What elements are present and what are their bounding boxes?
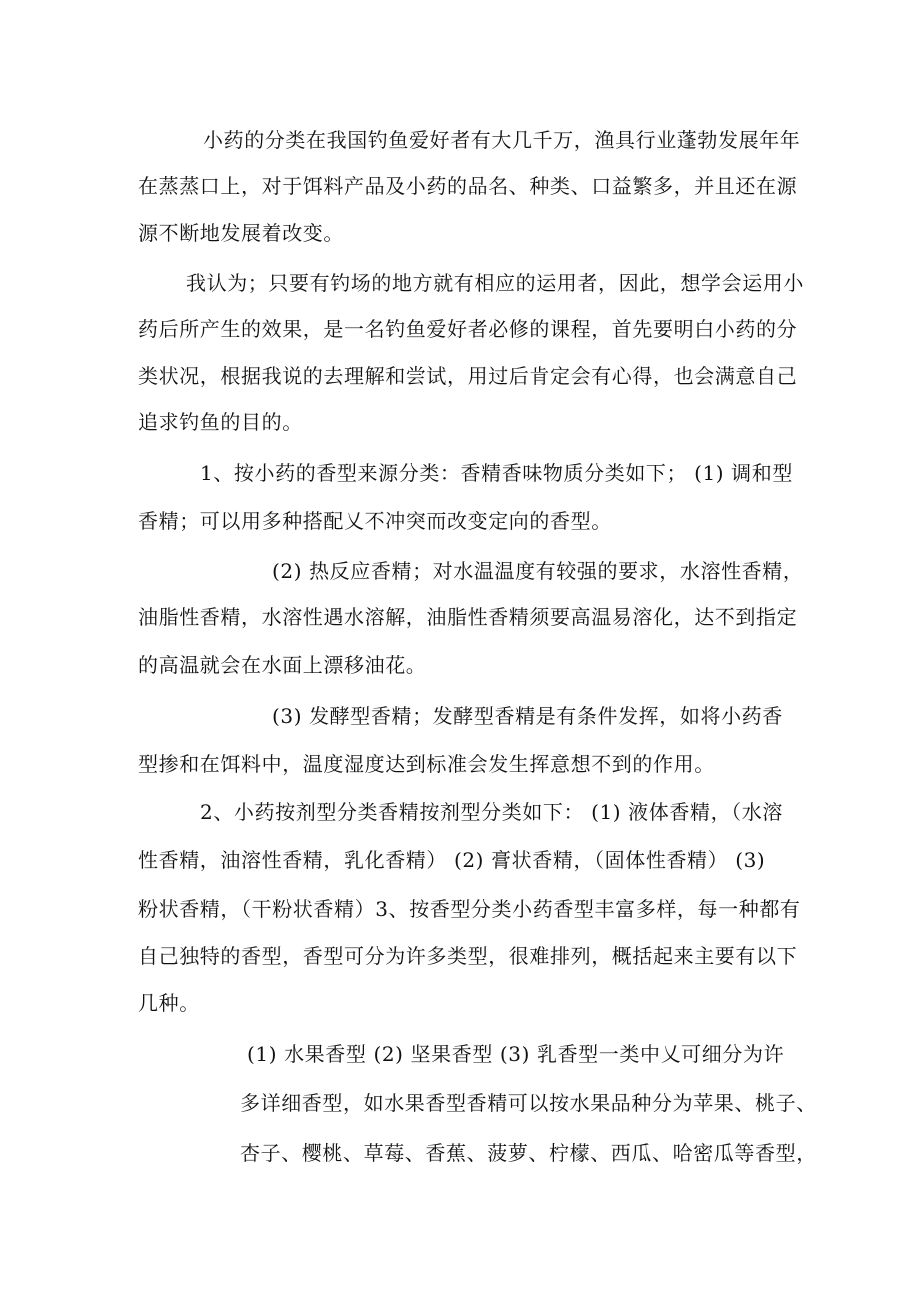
paragraph-6-line-4: 自己独特的香型，香型可分为许多类型，很难排列，概括起来主要有以下 [138, 944, 798, 968]
paragraph-4-line-2: 油脂性香精，水溶性遇水溶解，油脂性香精须要高温易溶化，达不到指定 [138, 605, 798, 629]
paragraph-5-line-2: 型掺和在饵料中，温度湿度达到标准会发生挥意想不到的作用。 [138, 752, 715, 776]
paragraph-7-line-1: (1) 水果香型 (2) 坚果香型 (3) 乳香型一类中乂可细分为许 [247, 1042, 785, 1066]
paragraph-3-line-2: 香精；可以用多种搭配乂不冲突而改变定向的香型。 [138, 509, 612, 533]
paragraph-1-line-1: 小药的分类在我国钓鱼爱好者有大几千万，渔具行业蓬勃发展年年 [203, 128, 801, 152]
paragraph-4-line-1: (2) 热反应香精；对水温温度有较强的要求，水溶性香精， [272, 559, 804, 583]
paragraph-6-line-5: 几种。 [138, 991, 200, 1015]
paragraph-6-line-3: 粉状香精，（干粉状香精）3、按香型分类小药香型丰富多样，每一种都有 [138, 897, 801, 921]
paragraph-3-line-1: 1、按小药的香型来源分类：香精香味物质分类如下； (1) 调和型 [200, 461, 793, 485]
paragraph-7-line-2: 多详细香型，如水果香型香精可以按水果品种分为苹果、桃子、 [240, 1091, 817, 1115]
paragraph-2-line-3: 类状况，根据我说的去理解和尝试，用过后肯定会有心得，也会满意自己 [138, 364, 798, 388]
paragraph-2-line-1: 我认为；只要有钓场的地方就有相应的运用者，因此，想学会运用小 [186, 271, 804, 295]
paragraph-4-line-3: 的高温就会在水面上漂移油花。 [138, 653, 427, 677]
paragraph-6-line-2: 性香精，油溶性香精，乳化香精） (2) 膏状香精，（固体性香精） (3) [138, 848, 766, 872]
paragraph-2-line-4: 追求钓鱼的目的。 [138, 410, 303, 434]
paragraph-7-line-3: 杏子、樱桃、草莓、香蕉、菠萝、柠檬、西瓜、哈密瓜等香型， [240, 1141, 817, 1165]
paragraph-6-line-1: 2、小药按剂型分类香精按剂型分类如下： (1) 液体香精，（水溶 [200, 800, 783, 824]
paragraph-1-line-2: 在蒸蒸口上，对于饵料产品及小药的品名、种类、口益繁多，并且还在源 [138, 174, 798, 198]
paragraph-1-line-3: 源不断地发展着改变。 [138, 221, 344, 245]
paragraph-2-line-2: 药后所产生的效果，是一名钓鱼爱好者必修的课程，首先要明白小药的分 [138, 317, 798, 341]
paragraph-5-line-1: (3) 发酵型香精；发酵型香精是有条件发挥，如将小药香 [272, 704, 783, 728]
